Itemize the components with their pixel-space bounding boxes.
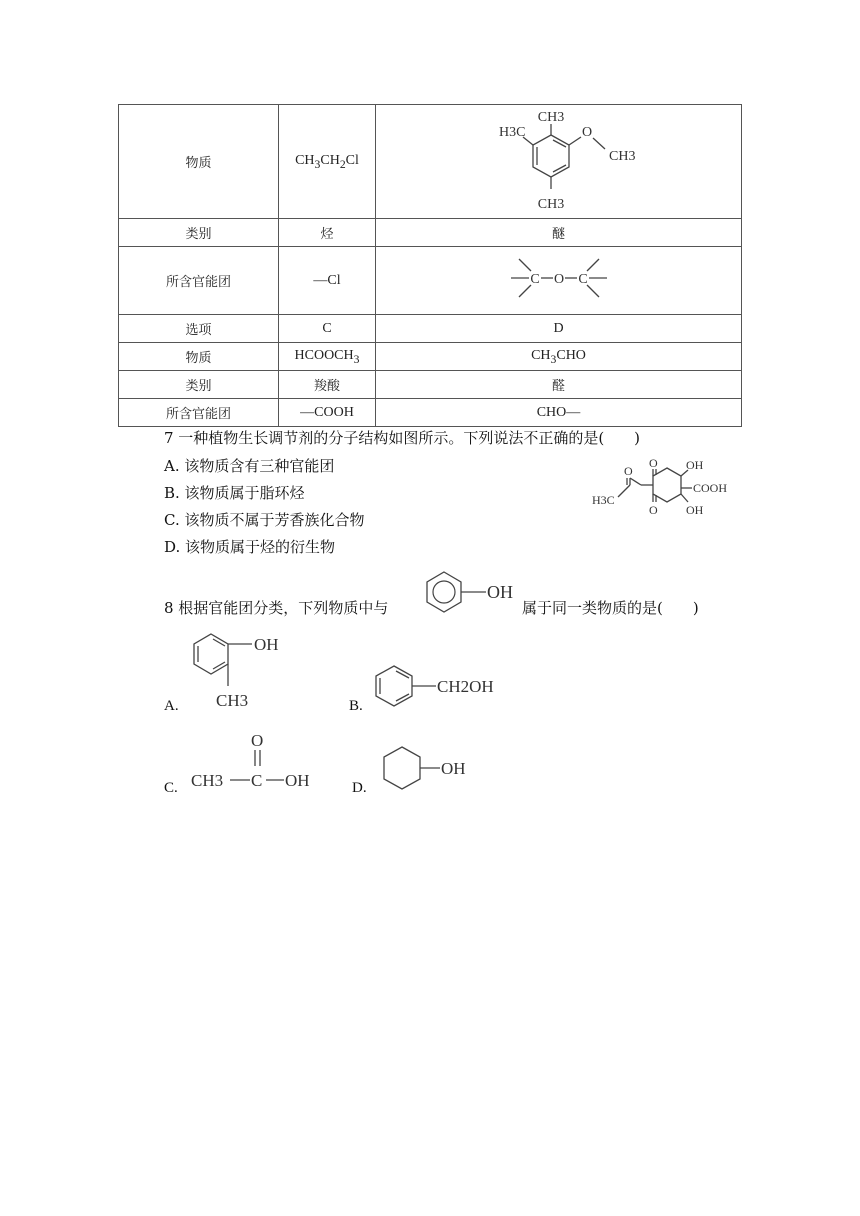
row-label: 所含官能团 — [119, 247, 279, 315]
q7-cooh: COOH — [693, 481, 728, 495]
table-row — [119, 315, 742, 343]
cell-d-category: 醛 — [376, 371, 742, 399]
q8-option-a-label: A. — [164, 698, 179, 714]
q8-option-b-structure — [372, 662, 522, 712]
q8-option-a-structure — [186, 628, 296, 712]
question-7-stem: 7 一种植物生长调节剂的分子结构如图所示。下列说法不正确的是( ) — [164, 429, 641, 447]
option-c-ch3: CH3 — [191, 771, 224, 790]
phenol-oh: OH — [487, 582, 513, 602]
cell-option-d: D — [376, 315, 742, 343]
table-row — [119, 371, 742, 399]
question-8-stem-after: 属于同一类物质的是( ) — [522, 599, 699, 617]
q7-oh-bottom: OH — [686, 503, 704, 517]
cell-a-category: 烃 — [279, 219, 376, 247]
question-7-option-a: A. 该物质含有三种官能团 — [164, 457, 335, 475]
question-7-option-d: D. 该物质属于烃的衍生物 — [164, 538, 336, 556]
functional-group-table — [118, 104, 742, 427]
row-label: 选项 — [119, 315, 279, 343]
table-row — [119, 399, 742, 427]
cell-option-c: C — [279, 315, 376, 343]
q8-option-c-structure — [186, 728, 326, 794]
row-label: 物质 — [119, 105, 279, 219]
option-a-ch3: CH3 — [216, 691, 249, 710]
question-7-option-b: B. 该物质属于脂环烃 — [164, 484, 305, 502]
q7-ring-o-bottom: O — [649, 503, 658, 517]
table-row — [119, 105, 742, 219]
cell-d-group: CHO— — [376, 399, 742, 427]
cell-b-substance — [376, 105, 742, 219]
ether-sub-ch3-top: CH3 — [537, 110, 564, 125]
question-8-stem-before: 8 根据官能团分类，下列物质中与 — [164, 599, 389, 617]
option-c-c: C — [251, 771, 263, 790]
question-7-option-c: C. 该物质不属于芳香族化合物 — [164, 511, 365, 529]
ether-sub-ch3-right: CH3 — [608, 149, 635, 164]
q8-option-d-label: D. — [352, 780, 367, 796]
ether-sub-o: O — [581, 125, 592, 140]
ether-sub-h3c: H3C — [498, 125, 525, 140]
q7-oh-top: OH — [686, 458, 704, 472]
cell-a-substance: $CH_3CH_2Cl$ — [279, 105, 376, 219]
row-label: 所含官能团 — [119, 399, 279, 427]
question-7-structure — [590, 456, 740, 522]
ether-structure — [469, 105, 649, 213]
ether-group-structure — [489, 253, 629, 303]
ether-sub-ch3-bottom: CH3 — [537, 197, 564, 212]
cell-c-group: —COOH — [279, 399, 376, 427]
group-o: O — [553, 272, 564, 287]
row-label: 类别 — [119, 371, 279, 399]
group-c-right: C — [577, 272, 588, 287]
cell-b-category: 醚 — [376, 219, 742, 247]
cell-c-substance: $HCOOCH_3$ — [279, 343, 376, 371]
q7-ring-o-top: O — [649, 456, 658, 470]
cell-b-group — [376, 247, 742, 315]
q8-option-b-label: B. — [349, 698, 363, 714]
q7-h3c: H3C — [592, 493, 615, 507]
option-a-oh: OH — [254, 635, 279, 654]
row-label: 类别 — [119, 219, 279, 247]
table-row — [119, 343, 742, 371]
option-c-o: O — [251, 731, 264, 750]
option-b-ch2oh: CH2OH — [437, 677, 494, 696]
cell-d-substance: $CH_3CHO$ — [376, 343, 742, 371]
table-row — [119, 247, 742, 315]
phenol-structure — [420, 566, 520, 618]
option-c-oh: OH — [285, 771, 310, 790]
q7-ketone-o: O — [624, 464, 633, 478]
table-row — [119, 219, 742, 247]
cell-a-group: —Cl — [279, 247, 376, 315]
q8-option-d-structure — [378, 744, 488, 796]
cell-c-category: 羧酸 — [279, 371, 376, 399]
row-label: 物质 — [119, 343, 279, 371]
q8-option-c-label: C. — [164, 780, 178, 796]
group-c-left: C — [529, 272, 540, 287]
option-d-oh: OH — [441, 759, 466, 778]
